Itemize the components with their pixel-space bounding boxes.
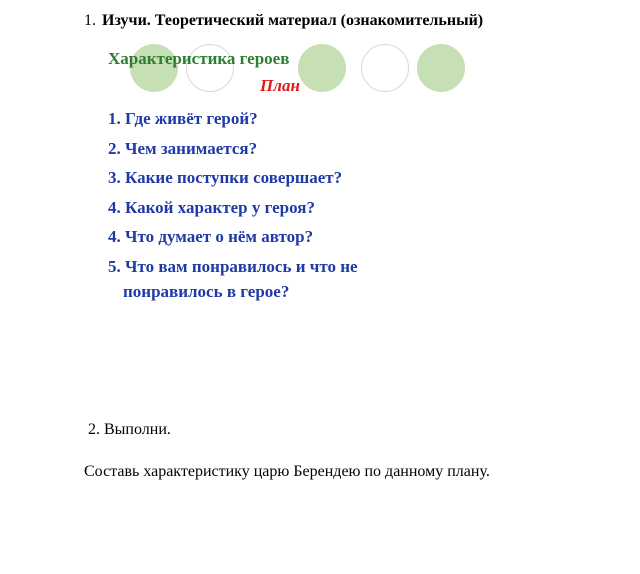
plan-item: 4. Какой характер у героя?	[108, 197, 315, 217]
task-1-title: Изучи. Теоретический материал (ознакомительный)	[102, 12, 484, 29]
plan-item: 4. Что думает о нём автор?	[108, 227, 314, 246]
plan-item: 2. Чем занимается?	[108, 138, 258, 158]
plan-item: 5. Что вам понравилось и что не понравилось в герое?	[108, 256, 358, 301]
decorative-circle-icon	[298, 44, 346, 92]
plan-item: 1. Где живёт герой?	[108, 109, 258, 128]
plan-label: План	[260, 76, 300, 95]
decorative-circle-icon	[417, 44, 465, 92]
decorative-circle-icon	[361, 44, 409, 92]
task-1-number: 1.	[84, 12, 96, 29]
plan-item: 3. Какие поступки совершает?	[108, 168, 343, 187]
slide-title: Характеристика героев	[108, 49, 290, 68]
task-instruction: Составь характеристику царю Берендею по данному плану.	[84, 463, 490, 480]
task-2-heading: 2. Выполни.	[88, 421, 171, 438]
plan-list	[108, 104, 433, 304]
